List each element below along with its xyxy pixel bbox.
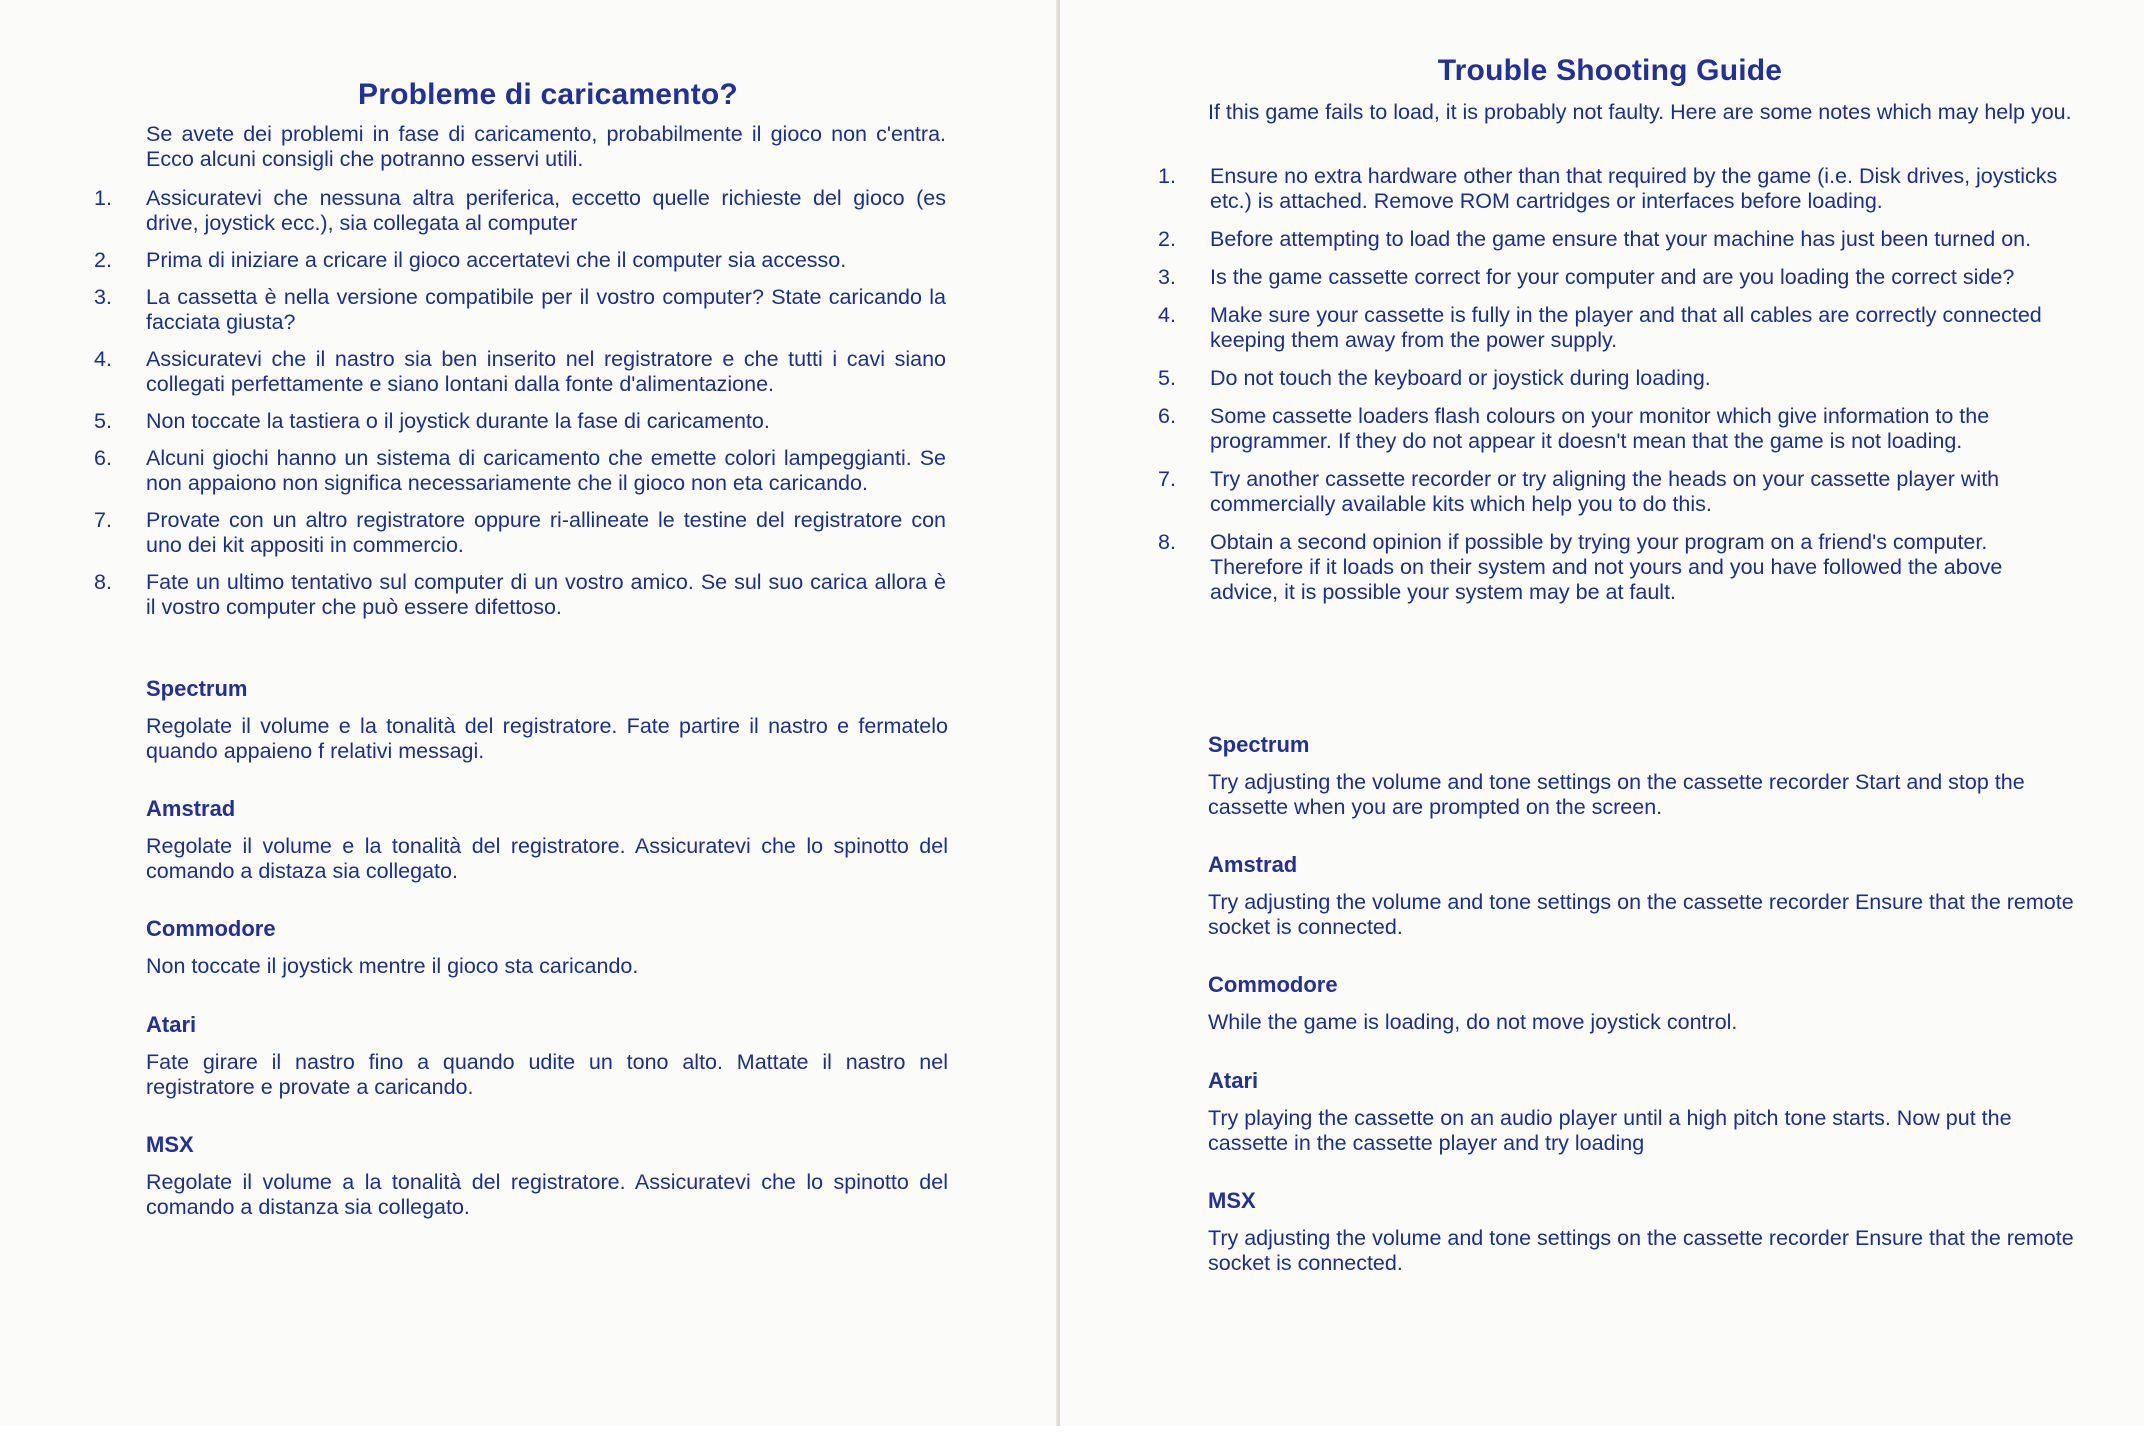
section-atari bbox=[146, 1012, 948, 1100]
section-amstrad bbox=[146, 796, 948, 884]
section-text: Regolate il volume e la tonalità del registratore. Fate partire il nastro e fermatelo quando appaieno f relativi messagi. bbox=[146, 714, 948, 763]
steps-list bbox=[94, 186, 946, 620]
section-atari bbox=[1208, 1068, 2080, 1156]
section-text: Try adjusting the volume and tone settings on the cassette recorder Start and stop the cassette when you are prompted on the screen. bbox=[1208, 770, 2025, 819]
paper-edge bbox=[0, 1426, 2144, 1440]
list-item: 6. Some cassette loaders flash colours on your monitor which give information to the programmer. If they do not appear it doesn't mean that the game is not loading. bbox=[1158, 404, 1990, 453]
section-text: While the game is loading, do not move joystick control. bbox=[1208, 1010, 1738, 1034]
section-heading: Spectrum bbox=[146, 676, 248, 701]
intro-paragraph: If this game fails to load, it is probably not faulty. Here are some notes which may help you. bbox=[1208, 100, 2072, 124]
section-heading: Amstrad bbox=[1208, 852, 1298, 877]
list-item: 7. Try another cassette recorder or try aligning the heads on your cassette player with commercially available kits which help you to do this. bbox=[1158, 467, 2000, 516]
list-item: 8. Obtain a second opinion if possible by trying your program on a friend's computer. Therefore if it loads on their system and not yours and you have followed the above advice, it is possible your system may be at fault. bbox=[1158, 530, 2003, 604]
section-msx bbox=[1208, 1188, 2080, 1276]
list-item: 4. Make sure your cassette is fully in the player and that all cables are correctly connected keeping them away from the power supply. bbox=[1158, 303, 2042, 352]
section-text: Fate girare il nastro fino a quando udite un tono alto. Mattate il nastro nel registratore e provate a caricando. bbox=[146, 1050, 948, 1099]
section-text: Try adjusting the volume and tone settings on the cassette recorder Ensure that the remote socket is connected. bbox=[1208, 890, 2074, 939]
list-item: 3. Is the game cassette correct for your computer and are you loading the correct side? bbox=[1158, 265, 2015, 289]
english-page bbox=[1060, 0, 2144, 1440]
list-item: 4. Assicuratevi che il nastro sia ben inserito nel registratore e che tutti i cavi siano collegati perfettamente e siano lontani dalla fonte d'alimentazione. bbox=[94, 347, 946, 396]
list-item: 5. Do not touch the keyboard or joystick during loading. bbox=[1158, 366, 1711, 390]
section-heading: Atari bbox=[146, 1012, 197, 1037]
page-title: Probleme di caricamento? bbox=[358, 78, 738, 111]
section-heading: Commodore bbox=[1208, 972, 1338, 997]
list-item: 7. Provate con un altro registratore oppure ri-allineate le testine del registratore con uno dei kit appositi in commercio. bbox=[94, 508, 946, 557]
section-heading: MSX bbox=[146, 1132, 194, 1157]
section-text: Non toccate il joystick mentre il gioco sta caricando. bbox=[146, 954, 639, 978]
list-item: 1. Assicuratevi che nessuna altra periferica, eccetto quelle richieste del gioco (es drive, joystick ecc.), sia collegata al computer bbox=[94, 186, 946, 235]
list-item: 2. Prima di iniziare a cricare il gioco accertatevi che il computer sia accesso. bbox=[94, 248, 847, 272]
page-title: Trouble Shooting Guide bbox=[1437, 54, 1783, 87]
list-item: 1. Ensure no extra hardware other than that required by the game (i.e. Disk drives, joysticks etc.) is attached. Remove ROM cartridges or interfaces before loading. bbox=[1158, 164, 2058, 213]
section-msx bbox=[146, 1132, 948, 1220]
section-heading: Spectrum bbox=[1208, 732, 1310, 757]
section-heading: Atari bbox=[1208, 1068, 1259, 1093]
section-commodore bbox=[146, 916, 948, 979]
list-item: 2. Before attempting to load the game ensure that your machine has just been turned on. bbox=[1158, 227, 2032, 251]
italian-page bbox=[0, 0, 1058, 1440]
list-item: 8. Fate un ultimo tentativo sul computer di un vostro amico. Se sul suo carica allora è il vostro computer che può essere difettoso. bbox=[94, 570, 946, 619]
list-item: 6. Alcuni giochi hanno un sistema di caricamento che emette colori lampeggianti. Se non appaiono non significa necessariamente che il gioco non eta caricando. bbox=[94, 446, 946, 495]
section-heading: Commodore bbox=[146, 916, 276, 941]
intro-paragraph: Se avete dei problemi in fase di caricamento, probabilmente il gioco non c'entra. Ecco alcuni consigli che potranno esservi utili. bbox=[146, 122, 946, 171]
section-heading: MSX bbox=[1208, 1188, 1256, 1213]
section-text: Try playing the cassette on an audio player until a high pitch tone starts. Now put the cassette in the cassette player and try loading bbox=[1208, 1106, 2012, 1155]
section-amstrad bbox=[1208, 852, 2080, 940]
list-item: 3. La cassetta è nella versione compatibile per il vostro computer? State caricando la facciata giusta? bbox=[94, 285, 946, 334]
section-spectrum bbox=[146, 676, 948, 764]
list-item: 5. Non toccate la tastiera o il joystick durante la fase di caricamento. bbox=[94, 409, 770, 433]
section-heading: Amstrad bbox=[146, 796, 236, 821]
section-spectrum bbox=[1208, 732, 2080, 820]
section-text: Regolate il volume a la tonalità del registratore. Assicuratevi che lo spinotto del comando a distanza sia collegato. bbox=[146, 1170, 948, 1219]
section-text: Regolate il volume e la tonalità del registratore. Assicuratevi che lo spinotto del comando a distaza sia collegato. bbox=[146, 834, 948, 883]
section-commodore bbox=[1208, 972, 2080, 1035]
steps-list bbox=[1158, 164, 2072, 618]
section-text: Try adjusting the volume and tone settings on the cassette recorder Ensure that the remote socket is connected. bbox=[1208, 1226, 2074, 1275]
